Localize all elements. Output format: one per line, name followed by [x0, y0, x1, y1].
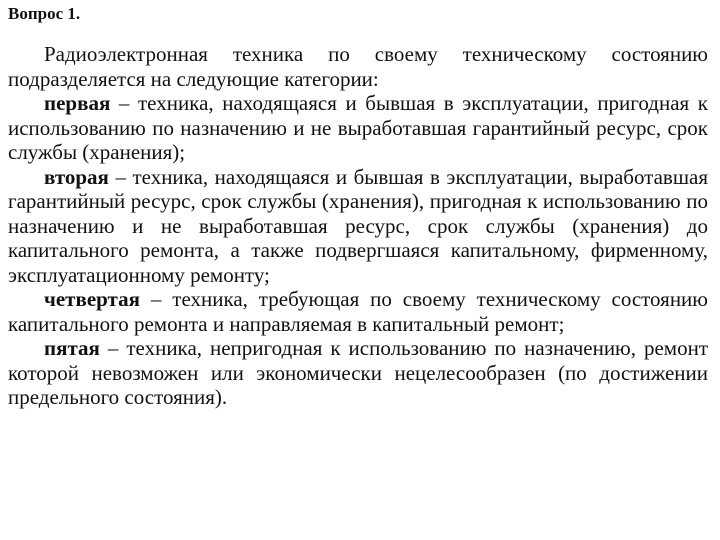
question-body [8, 42, 708, 410]
category-term: вторая [44, 164, 109, 189]
category-description: – техника, требующая по своему техническому состоянию капитального ремонта и направляемая в капитальный ремонт; [8, 287, 708, 336]
category-paragraph-first [8, 91, 708, 165]
category-term: первая [44, 91, 111, 115]
category-term: четвертая [44, 287, 140, 311]
category-paragraph-second [8, 165, 708, 288]
category-term: пятая [44, 336, 100, 360]
category-description: – техника, находящаяся и бывшая в эксплуатации, пригодная к использованию по назначению и не выработавшая гарантийный ресурс, срок службы (хранения); [8, 91, 708, 164]
category-description: – техника, находящаяся и бывшая в эксплуатации, выработавшая гарантийный ресурс, срок службы (хранения), пригодная к использованию по назначению и не выработавшая ресурс, срок службы (хранения) до капитального ремонта, а также подвергшаяся капитальному, фирменному, эксплуатационному ремонту; [8, 164, 708, 287]
category-description: – техника, непригодная к использованию по назначению, ремонт которой невозможен или экономически нецелесообразен (по достижении предельного состояния). [8, 336, 708, 409]
intro-paragraph: Радиоэлектронная техника по своему техническому состоянию подразделяется на следующие категории: [8, 42, 708, 91]
category-paragraph-fifth [8, 336, 708, 410]
category-paragraph-fourth [8, 287, 708, 336]
question-title: Вопрос 1. [8, 4, 81, 23]
